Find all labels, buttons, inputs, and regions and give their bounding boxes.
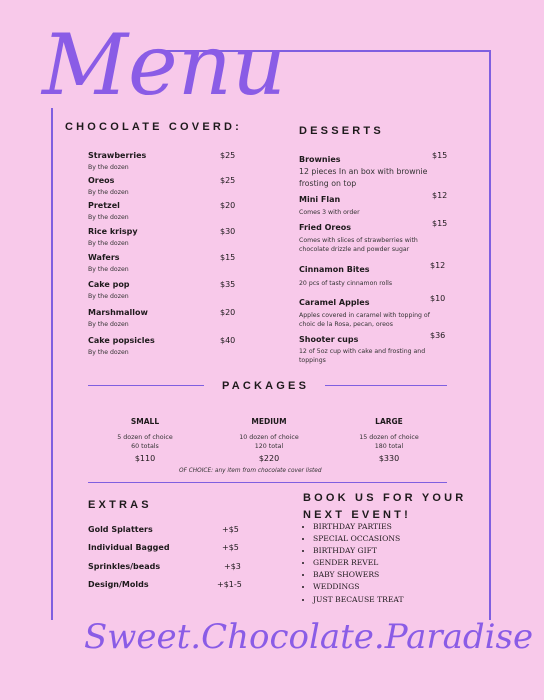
chocolate-item-price: $25	[220, 176, 236, 185]
package-price: $220	[258, 453, 280, 463]
chocolate-item-name: Strawberries	[88, 151, 147, 160]
packages-note: OF CHOICE: any item from chocolate cover listed	[179, 468, 322, 474]
chocolate-item-desc: By the dozen	[88, 266, 129, 273]
frame-right-line	[489, 50, 491, 620]
package-desc-line1: 5 dozen of choice	[117, 434, 173, 441]
book-us-title-line2: NEXT EVENT!	[303, 509, 411, 521]
chocolate-item-name: Wafers	[88, 253, 120, 262]
event-list-item: • GENDER REVEL	[313, 557, 404, 569]
chocolate-item-desc: By the dozen	[88, 293, 129, 300]
dessert-item-price: $15	[432, 219, 448, 228]
packages-title: PACKAGES	[222, 380, 310, 392]
extra-item-price: +$1-5	[217, 580, 242, 589]
dessert-item-name: Mini Flan	[299, 195, 341, 204]
book-us-title-line1: BOOK US FOR YOUR	[303, 492, 467, 504]
package-name: MEDIUM	[251, 417, 287, 426]
extras-title: EXTRAS	[88, 499, 152, 511]
package-desc-line2: 60 totals	[131, 443, 159, 451]
dessert-item-desc: 12 pieces In an box with brownie frosting on top	[299, 167, 428, 188]
event-list-item: • BIRTHDAY PARTIES	[313, 521, 404, 533]
event-list-item: • WEDDINGS	[313, 581, 404, 593]
chocolate-item-price: $30	[220, 227, 236, 236]
dessert-item-desc: 20 pcs of tasty cinnamon rolls	[299, 280, 393, 287]
chocolate-item-desc: By the dozen	[88, 189, 129, 196]
chocolate-item-desc: By the dozen	[88, 240, 129, 247]
chocolate-item-desc: By the dozen	[88, 164, 129, 171]
chocolate-item-desc: By the dozen	[88, 321, 129, 328]
chocolate-item-desc: By the dozen	[88, 214, 129, 221]
dessert-item-desc: Apples covered in caramel with topping of choic de la Rosa, pecan, oreos	[299, 312, 430, 328]
dessert-item-desc: 12 of 5oz cup with cake and frosting and toppings	[299, 348, 426, 364]
chocolate-item-price: $35	[220, 280, 236, 289]
package-desc	[90, 433, 200, 452]
package-desc-line1: 15 dozen of choice	[359, 434, 419, 441]
package-name: LARGE	[375, 417, 403, 426]
dessert-item-price: $10	[430, 294, 446, 303]
extra-item-price: +$3	[224, 562, 241, 571]
menu-logo	[40, 8, 286, 114]
chocolate-item-price: $20	[220, 201, 236, 210]
packages-left-rule	[88, 385, 204, 386]
dessert-item-price: $12	[430, 261, 446, 270]
menu-logo-text: Menu	[42, 16, 286, 114]
dessert-item-name: Caramel Apples	[299, 298, 370, 307]
extra-item-name: Design/Molds	[88, 580, 149, 589]
extra-item-name: Individual Bagged	[88, 543, 170, 552]
dessert-item-desc: Comes with slices of strawberries with chocolate drizzle and powder sugar	[299, 237, 418, 253]
chocolate-item-name: Cake popsicles	[88, 336, 155, 345]
dessert-item-desc: Comes 3 with order	[299, 209, 360, 216]
package-card	[334, 417, 444, 463]
extra-item-price: +$5	[222, 543, 239, 552]
chocolate-item-name: Cake pop	[88, 280, 130, 289]
event-list	[303, 521, 404, 606]
package-desc	[334, 433, 444, 452]
chocolate-item-name: Marshmallow	[88, 308, 148, 317]
chocolate-covered-title: CHOCOLATE COVERD:	[65, 121, 243, 133]
chocolate-item-price: $20	[220, 308, 236, 317]
chocolate-item-price: $25	[220, 151, 236, 160]
event-list-item: • BIRTHDAY GIFT	[313, 545, 404, 557]
brand-signature-text: Sweet.Chocolate.Paradise	[84, 617, 534, 657]
desserts-title: DESSERTS	[299, 125, 384, 137]
dessert-item-price: $12	[432, 191, 448, 200]
event-list-item: • JUST BECAUSE TREAT	[313, 594, 404, 606]
dessert-item-name: Shooter cups	[299, 335, 359, 344]
dessert-item-price: $15	[432, 151, 448, 160]
extra-item-name: Gold Splatters	[88, 525, 153, 534]
packages-bottom-rule	[88, 482, 447, 483]
package-price: $330	[378, 453, 400, 463]
chocolate-item-name: Oreos	[88, 176, 115, 185]
package-desc-line2: 180 total	[374, 443, 404, 451]
event-list-item: • BABY SHOWERS	[313, 569, 404, 581]
chocolate-item-name: Rice krispy	[88, 227, 138, 236]
extra-item-name: Sprinkles/beads	[88, 562, 161, 571]
package-price: $110	[134, 453, 156, 463]
brand-signature	[80, 600, 534, 680]
dessert-item-name: Cinnamon Bites	[299, 265, 370, 274]
extra-item-price: +$5	[222, 525, 239, 534]
chocolate-item-price: $15	[220, 253, 236, 262]
package-card	[214, 417, 324, 463]
chocolate-item-desc: By the dozen	[88, 349, 129, 356]
chocolate-item-price: $40	[220, 336, 236, 345]
package-desc-line1: 10 dozen of choice	[239, 434, 299, 441]
dessert-item-price: $36	[430, 331, 446, 340]
dessert-item-name: Brownies	[299, 155, 341, 164]
chocolate-item-name: Pretzel	[88, 201, 120, 210]
event-list-item: • SPECIAL OCCASIONS	[313, 533, 404, 545]
package-desc	[214, 433, 324, 452]
package-desc-line2: 120 total	[254, 443, 284, 451]
dessert-item-name: Fried Oreos	[299, 223, 352, 232]
package-name: SMALL	[130, 417, 160, 426]
package-card	[90, 417, 200, 463]
frame-left-line	[51, 108, 53, 620]
packages-right-rule	[325, 385, 447, 386]
